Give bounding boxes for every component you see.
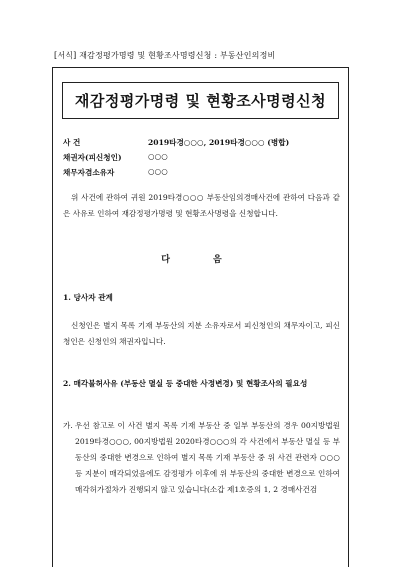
section2-item-a xyxy=(63,418,340,568)
section1-body: 신청인은 별지 목록 기재 부동산의 지분 소유자로서 피신청인의 채무자이고, 피신청인은 신청인의 채권자입니다. xyxy=(63,321,340,346)
creditor-value: ○○○ xyxy=(148,152,168,161)
case-key: 사 건 xyxy=(63,138,81,147)
form-label: [서식] 재감정평가명령 및 현황조사명령신청 : 부동산인의정비 xyxy=(54,51,276,60)
section2-title: 2. 매각불허사유 (부동산 멸실 등 중대한 사정변경) 및 현황조사의 필요성 xyxy=(63,379,308,388)
section1-title: 1. 당사자 관계 xyxy=(63,293,113,302)
debtor-value: ○○○ xyxy=(148,167,168,176)
creditor-key: 채권자(피신청인) xyxy=(63,153,122,162)
center-heading: 다 음 xyxy=(161,255,242,265)
intro-paragraph: 위 사건에 관하여 귀원 2019타경○○○ 부동산임의경매사건에 관하여 다음과 같은 사유로 인하여 재감정평가명령 및 현황조사명령을 신청합니다. xyxy=(63,193,340,218)
item-text: 우선 참고로 이 사건 별지 목록 기재 부동산 중 일부 부동산의 경우 00지방법원 2019타경○○○, 00지방법원 2020타경○○○의 각 사건에서 부동산 멸실 등 부동산의 중대한 변경으로 인하여 별지 목록 기재 부동산 중 위 사건 관련자 ○○○ 등 지분이 매각되었음에도 감정평가 이후에 위 부동산의 중대한 변경으로 인하여 매각허가절차가 진행되지 않고 있습니다(소갑 제1호증의 1, 2 경매사건검 xyxy=(75,421,340,494)
item-label: 가. xyxy=(63,421,73,430)
debtor-key: 채무자겸소유자 xyxy=(63,168,115,177)
document-title: 재감정평가명령 및 현황조사명령신청 xyxy=(62,82,339,119)
document-frame xyxy=(52,67,349,567)
case-value: 2019타경○○○, 2019타경○○○ (병합) xyxy=(148,138,290,147)
